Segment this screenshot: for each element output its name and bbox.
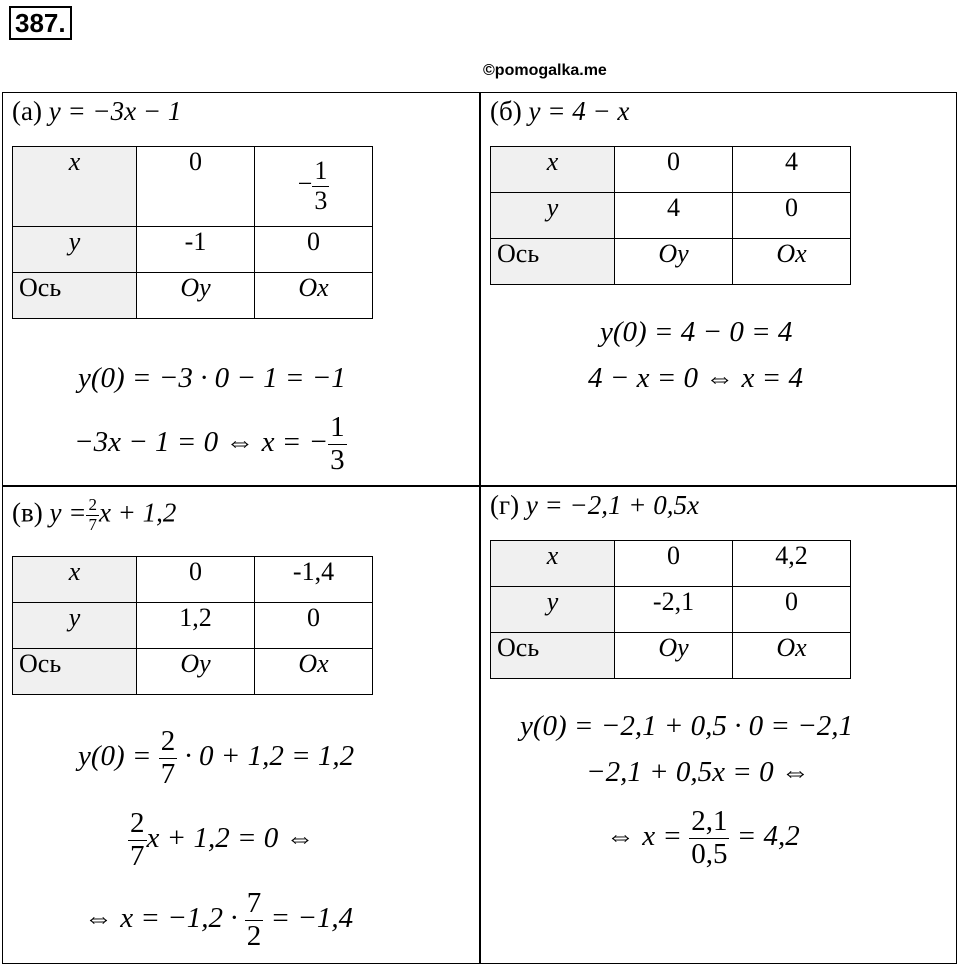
table-cell: 0 [733,193,851,239]
table-cell: Ox [255,273,373,319]
part-v-line1-suffix: · 0 + 1,2 = 1,2 [184,740,355,773]
part-g-line3 [606,806,800,871]
part-g-table [490,540,851,679]
fraction [689,806,729,871]
part-v-line3-prefix: ⇔ x = −1,2 · [84,902,238,935]
minus-sign: − [297,169,313,199]
part-a-equation: y = −3x − 1 [48,96,182,126]
table-cell: 4 [733,147,851,193]
numerator: 1 [330,411,345,443]
part-b-line1: y(0) = 4 − 0 = 4 [600,316,793,348]
table-cell: Ox [733,239,851,285]
fraction [312,157,329,215]
table-cell: y [491,587,615,633]
part-v-eq-prefix: y = [49,497,87,528]
problem-number: 387. [9,6,72,40]
part-g-line1: y(0) = −2,1 + 0,5 · 0 = −2,1 [520,710,854,742]
table-cell: 0 [255,227,373,273]
denominator: 2 [246,919,262,952]
part-v-line2 [128,808,315,873]
table-cell: 4,2 [733,541,851,587]
part-v-line1 [78,726,354,791]
part-g-line2: −2,1 + 0,5x = 0 ⇔ [586,756,810,788]
table-cell: 0 [615,541,733,587]
numerator: 2,1 [691,805,728,837]
table-cell: y [491,193,615,239]
numerator: 2 [130,807,145,839]
part-g-header [490,490,699,521]
numerator: 2 [88,495,97,514]
table-cell [255,147,373,227]
table-cell: 0 [255,603,373,649]
table-cell: Oy [137,273,255,319]
part-a-line2-prefix: −3x − 1 = 0 ⇔ x = − [74,426,329,459]
denominator: 7 [130,839,145,872]
table-cell: x [13,147,137,227]
table-cell: -1,4 [255,557,373,603]
numerator: 2 [160,725,176,757]
table-cell: -2,1 [615,587,733,633]
part-g-label: (г) [490,490,520,520]
denominator: 3 [330,443,345,476]
part-b-label: (б) [490,96,522,126]
table-cell: Ось [13,649,137,695]
part-v-line3-suffix: = −1,4 [270,902,354,935]
grid-divider-vertical [479,92,481,964]
part-b-table [490,146,851,285]
part-b-line2: 4 − x = 0 ⇔ x = 4 [588,362,803,394]
part-v-label: (в) [12,497,43,528]
part-v-header [12,496,176,534]
part-g-line3-prefix: ⇔ x = [606,820,682,853]
table-cell: 1,2 [137,603,255,649]
part-v-line2-suffix: x + 1,2 = 0 ⇔ [146,822,315,855]
part-g-equation: y = −2,1 + 0,5x [525,490,699,520]
part-g-line3-suffix: = 4,2 [736,820,800,853]
denominator: 0,5 [691,837,728,870]
part-a-label: (а) [12,96,42,126]
table-cell: Oy [615,633,733,679]
fraction [245,888,264,953]
part-v-line1-prefix: y(0) = [78,740,152,773]
table-cell: x [491,147,615,193]
part-a-header [12,96,181,127]
fraction [86,496,99,534]
table-cell: 0 [615,147,733,193]
table-cell: Ox [255,649,373,695]
table-cell: y [13,603,137,649]
part-b-header [490,96,629,127]
part-b-equation: y = 4 − x [528,96,630,126]
part-a-line1: y(0) = −3 · 0 − 1 = −1 [78,362,346,394]
denominator: 7 [88,514,97,534]
table-cell: Ось [491,633,615,679]
table-cell: 0 [137,147,255,227]
table-cell: Ox [733,633,851,679]
denominator: 3 [314,186,328,215]
table-cell: 0 [137,557,255,603]
grid-divider-horizontal [2,485,957,487]
numerator: 7 [246,887,262,919]
table-cell: x [13,557,137,603]
fraction [159,726,178,791]
part-v-table [12,556,373,695]
part-v-line3 [84,888,353,953]
table-cell: x [491,541,615,587]
table-cell: 0 [733,587,851,633]
fraction [128,808,147,873]
table-cell: Ось [491,239,615,285]
denominator: 7 [160,757,176,790]
table-cell: -1 [137,227,255,273]
table-cell: Oy [615,239,733,285]
numerator: 1 [314,156,328,186]
table-cell: Oy [137,649,255,695]
watermark: ©pomogalka.me [483,62,607,79]
part-v-eq-suffix: x + 1,2 [98,497,177,528]
table-cell: y [13,227,137,273]
part-a-line2 [74,412,347,477]
fraction [328,412,347,477]
table-cell: Ось [13,273,137,319]
table-cell: 4 [615,193,733,239]
part-a-table [12,146,373,319]
